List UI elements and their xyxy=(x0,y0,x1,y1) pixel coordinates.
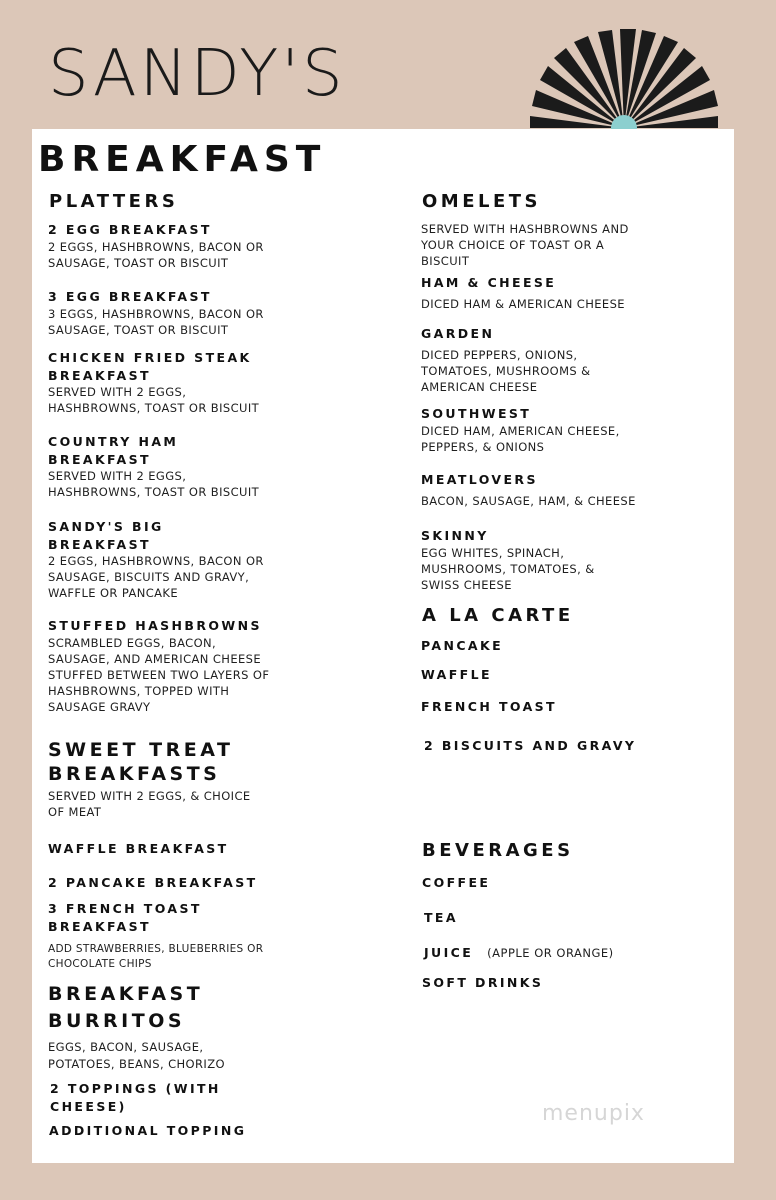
menu-item: ADDITIONAL TOPPING xyxy=(49,1123,247,1138)
section-title: BREAKFAST xyxy=(38,139,327,180)
item-name: COUNTRY HAM BREAKFAST xyxy=(48,434,179,467)
menu-item: WAFFLE xyxy=(421,667,492,682)
burritos-heading: BREAKFAST BURRITOS xyxy=(48,983,204,1032)
item-desc: 2 EGGS, HASHBROWNS, BACON OR SAUSAGE, BISCUITS AND GRAVY, WAFFLE OR PANCAKE xyxy=(48,554,264,600)
beverages-heading: BEVERAGES xyxy=(422,840,574,861)
item-name: SOUTHWEST xyxy=(421,406,532,421)
menu-item xyxy=(421,274,651,312)
menu-item: PANCAKE xyxy=(421,638,504,653)
item-desc: DICED PEPPERS, ONIONS, TOMATOES, MUSHROOMS & AMERICAN CHEESE xyxy=(421,347,591,394)
item-desc: SCRAMBLED EGGS, BACON, SAUSAGE, AND AMERICAN CHEESE STUFFED BETWEEN TWO LAYERS OF HASHBROWNS, TOPPED WITH SAUSAGE GRAVY xyxy=(48,635,270,714)
watermark-logo: menupix xyxy=(542,1101,645,1126)
menu-item: FRENCH TOAST xyxy=(421,699,557,714)
menu-item xyxy=(48,221,278,271)
item-desc: SERVED WITH 2 EGGS, HASHBROWNS, TOAST OR BISCUIT xyxy=(48,385,260,415)
menu-item xyxy=(421,325,621,395)
item-name: GARDEN xyxy=(421,326,495,341)
item-desc: SERVED WITH 2 EGGS, HASHBROWNS, TOAST OR BISCUIT xyxy=(48,469,260,499)
item-desc: BACON, SAUSAGE, HAM, & CHEESE xyxy=(421,493,636,508)
item-name: CHICKEN FRIED STEAK BREAKFAST xyxy=(48,350,252,383)
sweet-treat-heading: SWEET TREAT BREAKFASTS xyxy=(48,739,234,785)
juice-note: (APPLE OR ORANGE) xyxy=(487,946,614,960)
menu-item xyxy=(421,471,661,509)
omelets-heading: OMELETS xyxy=(422,191,542,212)
item-name: 3 EGG BREAKFAST xyxy=(48,289,212,304)
item-desc: DICED HAM, AMERICAN CHEESE, PEPPERS, & ONIONS xyxy=(421,423,620,454)
menu-item xyxy=(421,405,641,455)
item-name: SANDY'S BIG BREAKFAST xyxy=(48,519,164,552)
menu-item: 2 BISCUITS AND GRAVY xyxy=(424,738,637,753)
item-desc: EGG WHITES, SPINACH, MUSHROOMS, TOMATOES, & SWISS CHEESE xyxy=(421,545,595,592)
alacarte-heading: A LA CARTE xyxy=(422,605,574,626)
item-desc: 2 EGGS, HASHBROWNS, BACON OR SAUSAGE, TOAST OR BISCUIT xyxy=(48,239,264,270)
item-desc: DICED HAM & AMERICAN CHEESE xyxy=(421,296,625,311)
burritos-desc: EGGS, BACON, SAUSAGE, POTATOES, BEANS, CHORIZO xyxy=(48,1040,225,1071)
menu-item: 3 FRENCH TOAST BREAKFAST xyxy=(48,901,202,934)
sweet-treat-desc: SERVED WITH 2 EGGS, & CHOICE OF MEAT xyxy=(48,789,251,819)
menu-item xyxy=(48,518,278,601)
menu-item xyxy=(48,433,278,500)
menu-item xyxy=(48,349,278,416)
menu-item xyxy=(48,288,278,338)
menu-item: COFFEE xyxy=(422,875,491,890)
item-name: STUFFED HASHBROWNS xyxy=(48,618,262,633)
item-name: JUICE xyxy=(424,945,474,960)
menu-item: TEA xyxy=(424,910,458,925)
item-name: MEATLOVERS xyxy=(421,472,538,487)
menu-item: 2 TOPPINGS (WITH CHEESE) xyxy=(50,1081,221,1114)
omelets-desc: SERVED WITH HASHBROWNS AND YOUR CHOICE OF TOAST OR A BISCUIT xyxy=(421,222,629,268)
restaurant-title: SANDY'S xyxy=(48,37,346,111)
menu-item: 2 PANCAKE BREAKFAST xyxy=(48,875,258,890)
menu-item xyxy=(421,527,621,593)
sweet-treat-note: ADD STRAWBERRIES, BLUEBERRIES OR CHOCOLATE CHIPS xyxy=(48,943,264,970)
sunburst-rays xyxy=(530,29,718,128)
item-name: SKINNY xyxy=(421,528,489,543)
menu-card xyxy=(32,129,734,1163)
menu-item xyxy=(424,942,614,962)
platters-heading: PLATTERS xyxy=(49,191,179,212)
menu-item: WAFFLE BREAKFAST xyxy=(48,841,229,856)
menu-item xyxy=(48,617,278,715)
sunburst-logo-icon xyxy=(528,28,720,130)
item-desc: 3 EGGS, HASHBROWNS, BACON OR SAUSAGE, TOAST OR BISCUIT xyxy=(48,306,264,337)
menu-item: SOFT DRINKS xyxy=(422,975,544,990)
item-name: HAM & CHEESE xyxy=(421,275,557,290)
item-name: 2 EGG BREAKFAST xyxy=(48,222,212,237)
